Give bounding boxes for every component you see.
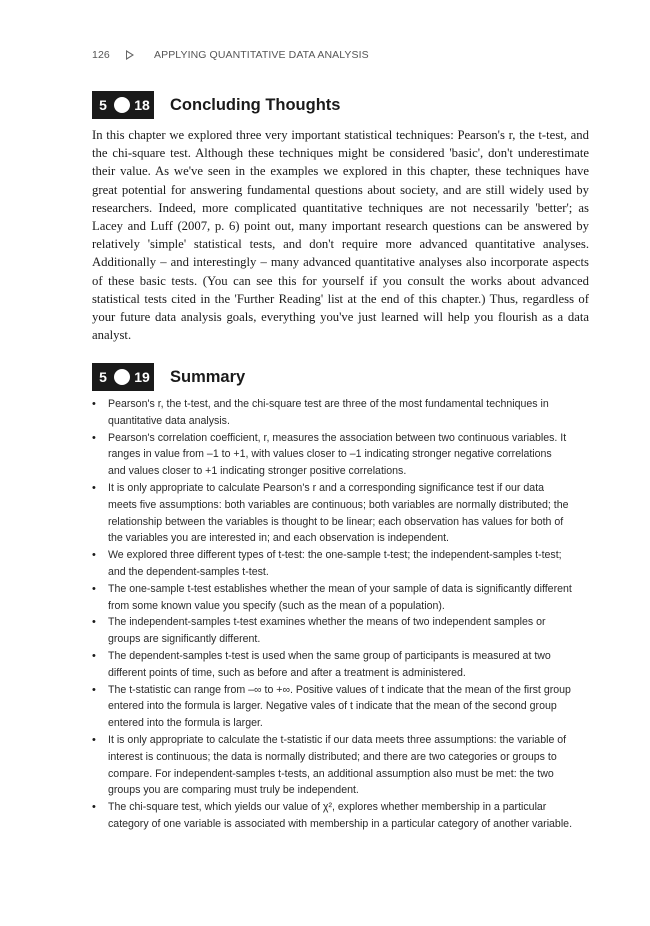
section-heading-concluding (92, 91, 340, 119)
running-header (92, 49, 369, 61)
summary-list (92, 396, 572, 833)
concluding-paragraph: In this chapter we explored three very important statistical techniques: Pearson's r, the t-test, and the chi-square test. Although these techniques might be considered 'basic', don't underestimate their value. As we've seen in the examples we explored in this chapter, these techniques have great potential for answering fundamental questions about society, and are still widely used by researchers. Indeed, more complicated quantitative techniques are not necessarily 'better'; as Lacey and Luff (2007, p. 6) point out, many important research questions can be answered by relatively 'simple' statistical tests, and don't require more advanced quantitative analyses. Additionally – and interestingly – many advanced quantitative analyses also incorporate aspects of these basic tests. (You can see this for yourself if you consult the works about advanced statistical tests cited in the 'Further Reading' list at the end of this chapter.) Thus, regardless of your future data analysis goals, everything you've just learned will help you flourish as a data analyst. (92, 128, 589, 343)
summary-item: • The independent-samples t-test examines whether the means of two independent samples or groups are significantly different. (92, 614, 572, 648)
running-title: APPLYING QUANTITATIVE DATA ANALYSIS (154, 49, 369, 61)
summary-item: • We explored three different types of t-test: the one-sample t-test; the independent-samples t-test; and the dependent-samples t-test. (92, 547, 572, 581)
chapter-number: 5 (99, 97, 107, 113)
play-triangle-icon (126, 50, 134, 60)
section-number: 19 (134, 369, 150, 385)
section-number-badge (92, 91, 154, 119)
summary-item: • The chi-square test, which yields our value of χ², explores whether membership in a particular category of one variable is associated with membership in a particular category of another variable. (92, 799, 572, 833)
summary-item: • Pearson's r, the t-test, and the chi-square test are three of the most fundamental techniques in quantitative data analysis. (92, 396, 572, 430)
section-title: Summary (170, 367, 246, 386)
section-number: 18 (134, 97, 150, 113)
summary-item: • Pearson's correlation coefficient, r, measures the association between two continuous variables. It ranges in value from –1 to +1, with values closer to –1 indicating stronger negative correlations and values closer to +1 indicating stronger positive correlations. (92, 430, 572, 480)
summary-item: • The one-sample t-test establishes whether the mean of your sample of data is significantly different from some known value you specify (such as the mean of a population). (92, 581, 572, 615)
summary-item: • The dependent-samples t-test is used when the same group of participants is measured at two different points of time, such as before and after a treatment is administered. (92, 648, 572, 682)
chapter-number: 5 (99, 369, 107, 385)
section-number-badge (92, 363, 154, 391)
badge-dot (114, 97, 130, 113)
page-number: 126 (92, 49, 110, 61)
badge-dot (114, 369, 130, 385)
summary-item: • It is only appropriate to calculate the t-statistic if our data meets three assumptions: the variable of interest is continuous; the data is normally distributed; and there are two categories or groups to compare. For independent-samples t-tests, an additional assumption also must be met: the two groups you are comparing must truly be independent. (92, 732, 572, 799)
summary-item: • It is only appropriate to calculate Pearson's r and a corresponding significance test if our data meets five assumptions: both variables are continuous; both variables are normally distributed; the relationship between the variables is thought to be linear; each observation has values for both of the variables you are interested in; and each observation is independent. (92, 480, 572, 547)
section-title: Concluding Thoughts (170, 95, 341, 114)
summary-item: • The t-statistic can range from –∞ to +∞. Positive values of t indicate that the mean of the first group entered into the formula is larger. Negative vales of t indicate that the mean of the second group entered into the formula is larger. (92, 682, 572, 732)
section-heading-summary (92, 363, 245, 391)
